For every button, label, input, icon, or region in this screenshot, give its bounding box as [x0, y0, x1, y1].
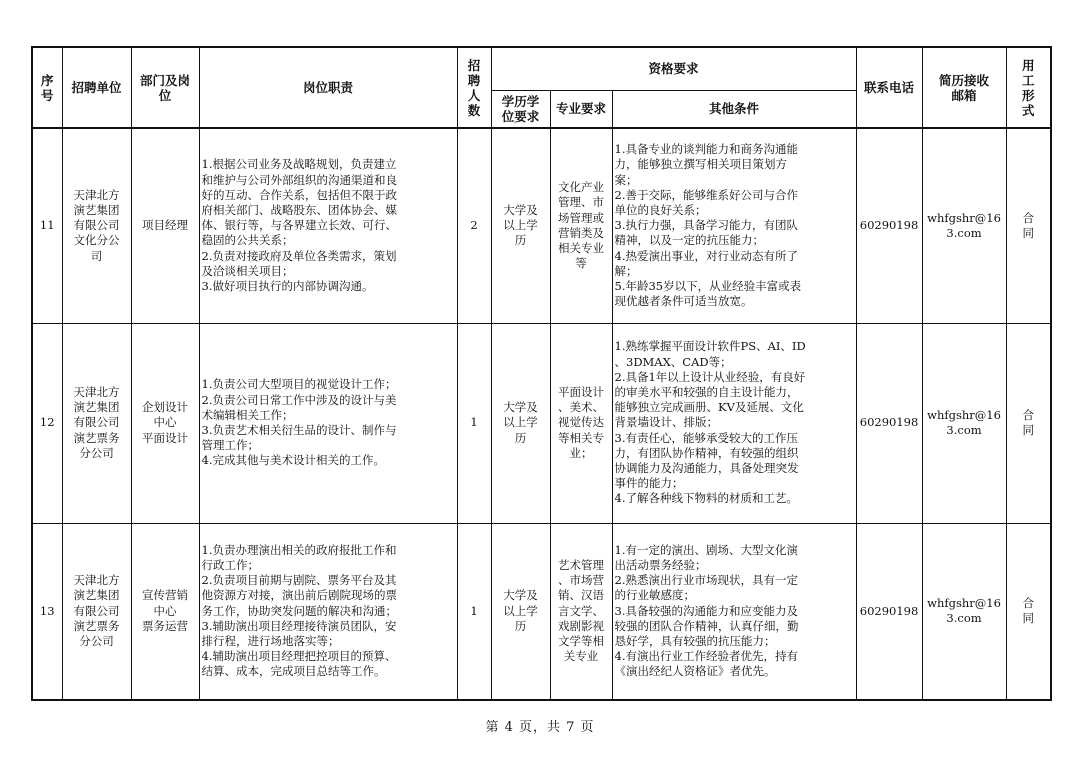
cell-dept: 企划设计 中心 平面设计	[131, 323, 199, 523]
cell-edu: 大学及 以上学 历	[491, 128, 550, 323]
cell-major: 艺术管理 、市场营 销、汉语 言文学、 戏剧影视 文学等相 关专业	[550, 523, 612, 700]
cell-other: 1.熟练掌握平面设计软件PS、AI、ID 、3DMAX、CAD等； 2.具备1年以上设计从业经验，有良好 的审美水平和较强的自主设计能力， 能够独立完成画册、KV及延展、文化 背景墙设计、排版； 3.有责任心，能够承受较大的工作压 力，有团队协作精神，有较强的组织 协调能力及沟通能力，具备处理突发 事件的能力； 4.了解各种线下物料的材质和工艺。	[612, 323, 856, 523]
page-footer: 第 4 页，共 7 页	[485, 720, 595, 735]
header-email	[922, 47, 1006, 128]
table-row	[32, 128, 1051, 323]
cell-other: 1.具备专业的谈判能力和商务沟通能 力，能够独立撰写相关项目策划方 案； 2.善于交际，能够维系好公司与合作 单位的良好关系； 3.执行力强，具备学习能力，有团队 精神，以及一定的抗压能力； 4.热爱演出事业，对行业动态有所了 解； 5.年龄35岁以下，从业经验丰富或表 现优越者条件可适当放宽。	[612, 128, 856, 323]
cell-duty: 1.负责公司大型项目的视觉设计工作； 2.负责公司日常工作中涉及的设计与美 术编辑相关工作； 3.负责艺术相关衍生品的设计、制作与 管理工作； 4.完成其他与美术设计相关的工作。	[199, 323, 457, 523]
cell-dept: 项目经理	[131, 128, 199, 323]
cell-form: 合 同	[1006, 323, 1051, 523]
cell-phone: 60290198	[856, 523, 922, 700]
header-unit: 招聘单位	[62, 47, 131, 128]
cell-other: 1.有一定的演出、剧场、大型文化演 出活动票务经验； 2.熟悉演出行业市场现状，具有一定 的行业敏感度； 3.具备较强的沟通能力和应变能力及 较强的团队合作精神，认真仔细，勤 恳好学，具有较强的抗压能力； 4.有演出行业工作经验者优先，持有 《演出经纪人资格证》者优先。	[612, 523, 856, 700]
header-edu	[491, 90, 550, 128]
cell-major: 平面设计 、美术、 视觉传达 等相关专 业；	[550, 323, 612, 523]
header-seq	[32, 47, 62, 128]
cell-unit: 天津北方 演艺集团 有限公司 文化分公 司	[62, 128, 131, 323]
header-form	[1006, 47, 1051, 128]
cell-seq: 11	[32, 128, 62, 323]
table-body	[32, 128, 1051, 700]
cell-seq: 13	[32, 523, 62, 700]
table-row	[32, 323, 1051, 523]
header-phone: 联系电话	[856, 47, 922, 128]
cell-form: 合 同	[1006, 128, 1051, 323]
cell-count: 2	[457, 128, 491, 323]
header-form-text: 用工形式	[1022, 57, 1035, 118]
cell-unit: 天津北方 演艺集团 有限公司 演艺票务 分公司	[62, 323, 131, 523]
cell-edu: 大学及 以上学 历	[491, 523, 550, 700]
cell-email: whfgshr@16 3.com	[922, 323, 1006, 523]
cell-count: 1	[457, 323, 491, 523]
cell-email: whfgshr@16 3.com	[922, 523, 1006, 700]
cell-form: 合 同	[1006, 523, 1051, 700]
cell-major: 文化产业 管理、市 场管理或 营销类及 相关专业 等	[550, 128, 612, 323]
header-edu-text: 学历学位要求	[501, 93, 540, 124]
header-dept	[131, 47, 199, 128]
header-count-text: 招聘人数	[467, 57, 481, 118]
cell-phone: 60290198	[856, 128, 922, 323]
header-dept-text: 部门及岗位	[139, 72, 190, 103]
cell-unit: 天津北方 演艺集团 有限公司 演艺票务 分公司	[62, 523, 131, 700]
cell-phone: 60290198	[856, 323, 922, 523]
cell-seq: 12	[32, 323, 62, 523]
cell-email: whfgshr@16 3.com	[922, 128, 1006, 323]
table-header	[32, 47, 1051, 128]
header-major: 专业要求	[550, 90, 612, 128]
cell-duty: 1.负责办理演出相关的政府报批工作和 行政工作； 2.负责项目前期与剧院、票务平台及其 他资源方对接，演出前后剧院现场的票 务工作，协助突发问题的解决和沟通； 3.辅助演出项目经理接待演员团队，安 排行程，进行场地落实等； 4.辅助演出项目经理把控项目的预算、 结算、成本，完成项目总结等工作。	[199, 523, 457, 700]
header-count	[457, 47, 491, 128]
table-row	[32, 523, 1051, 700]
recruitment-table	[31, 46, 1052, 701]
header-seq-text: 序号	[40, 72, 54, 103]
header-email-text: 简历接收邮箱	[939, 72, 990, 103]
header-qual: 资格要求	[491, 47, 856, 90]
header-duty: 岗位职责	[199, 47, 457, 128]
header-other: 其他条件	[612, 90, 856, 128]
cell-count: 1	[457, 523, 491, 700]
cell-edu: 大学及 以上学 历	[491, 323, 550, 523]
cell-duty: 1.根据公司业务及战略规划，负责建立 和维护与公司外部组织的沟通渠道和良 好的互动、合作关系，包括但不限于政 府相关部门、战略股东、团体协会、媒 体、银行等，与各界建立长效、可行、 稳固的公共关系； 2.负责对接政府及单位各类需求，策划 及洽谈相关项目； 3.做好项目执行的内部协调沟通。	[199, 128, 457, 323]
cell-dept: 宣传营销 中心 票务运营	[131, 523, 199, 700]
